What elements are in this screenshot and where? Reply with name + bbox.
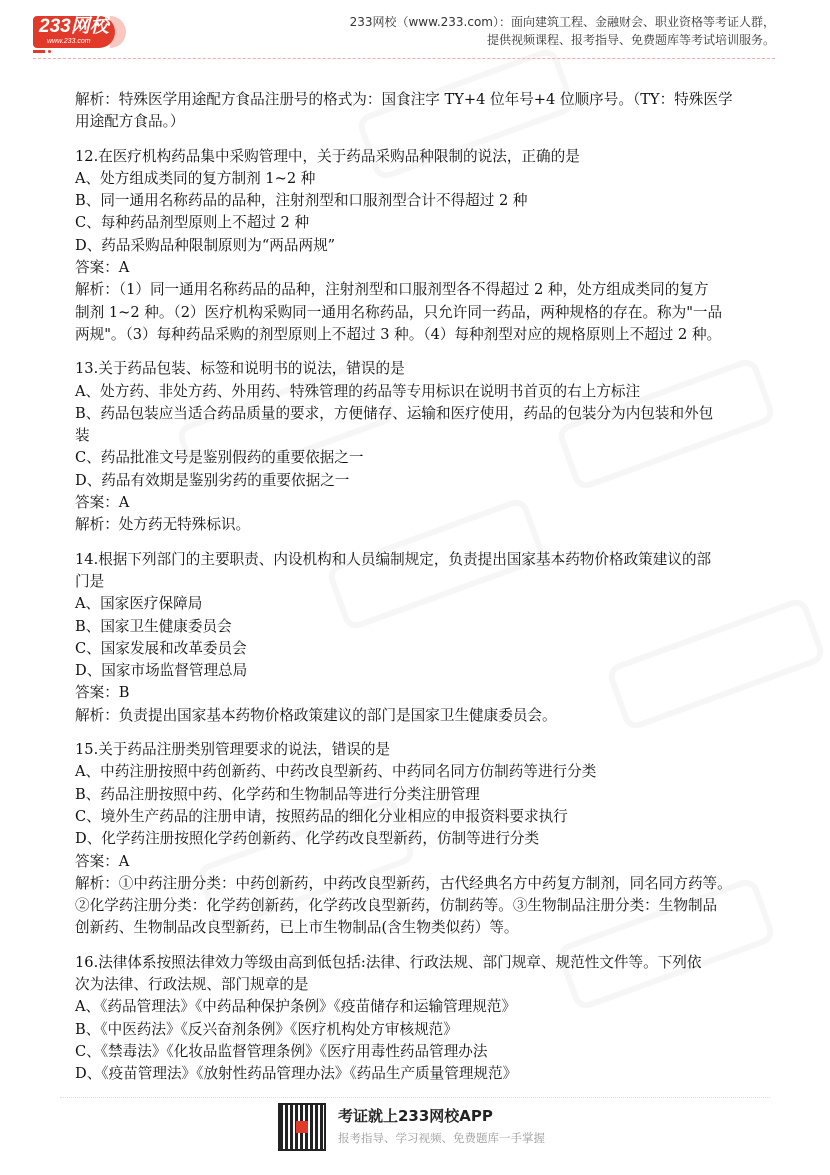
text-line: 13.关于药品包装、标签和说明书的说法，错误的是 xyxy=(75,360,405,378)
text-line: B、国家卫生健康委员会 xyxy=(75,617,232,635)
text-line: 解析：特殊医学用途配方食品注册号的格式为：国食注字 TY+4 位年号+4 位顺序号。（TY：特殊医学 xyxy=(75,91,733,108)
text-line: 解析：（1）同一通用名称药品的品种，注射剂型和口服剂型各不得超过 2 种，处方组成类同的复方 xyxy=(75,281,709,299)
text-line: D、化学药注册按照化学药创新药、化学药改良型新药，仿制等进行分类 xyxy=(75,830,540,848)
question-block xyxy=(75,952,820,1086)
text-line: A、中药注册按照中药创新药、中药改良型新药、中药同名同方仿制药等进行分类 xyxy=(75,763,597,781)
explanation-block xyxy=(75,89,820,134)
text-line: 两规"。（3）每种药品采购的剂型原则上不超过 3 种。（4）每种剂型对应的规格原则上不超过 2 种。 xyxy=(75,325,722,343)
text-line: 解析：负责提出国家基本药物价格政策建议的部门是国家卫生健康委员会。 xyxy=(75,706,557,724)
text-line: 12.在医疗机构药品集中采购管理中，关于药品采购品种限制的说法，正确的是 xyxy=(75,147,580,165)
text-line: 答案：B xyxy=(75,684,130,702)
text-line: 解析：①中药注册分类：中药创新药，中药改良型新药，古代经典名方中药复方制剂，同名同方药等。 xyxy=(75,874,732,892)
text-line: D、国家市场监督管理总局 xyxy=(75,662,248,680)
page-header xyxy=(0,0,830,60)
document-body xyxy=(75,89,820,1097)
footer-subtitle: 报考指导、学习视频、免费题库一手掌握 xyxy=(338,1131,545,1145)
logo-text: 233网校 xyxy=(39,16,109,37)
qr-code xyxy=(280,1105,324,1149)
text-line: C、国家发展和改革委员会 xyxy=(75,639,247,657)
text-line: B、《中医药法》《反兴奋剂条例》《医疗机构处方审核规范》 xyxy=(75,1020,458,1038)
logo xyxy=(33,16,115,48)
text-line: B、药品注册按照中药、化学药和生物制品等进行分类注册管理 xyxy=(75,785,480,803)
text-line: 14.根据下列部门的主要职责、内设机构和人员编制规定，负责提出国家基本药物价格政策建议的部 xyxy=(75,550,712,568)
text-line: 装 xyxy=(75,427,90,445)
logo-dash xyxy=(33,50,45,53)
text-line: 制剂 1~2 种。（2）医疗机构采购同一通用名称药品，只允许同一药品，两种规格的存在。称为"一品 xyxy=(75,303,723,321)
footer-title: 考证就上233网校APP xyxy=(338,1107,493,1125)
text-line: 15.关于药品注册类别管理要求的说法，错误的是 xyxy=(75,741,391,759)
text-line: 解析：处方药无特殊标识。 xyxy=(75,516,251,534)
text-line: 次为法律、行政法规、部门规章的是 xyxy=(75,975,309,993)
text-line: 创新药、生物制品改良型新药，已上市生物制品(含生物类似药）等。 xyxy=(75,919,519,937)
text-line: C、每种药品剂型原则上不超过 2 种 xyxy=(75,214,310,232)
text-line: C、《禁毒法》《化妆品监督管理条例》《医疗用毒性药品管理办法 xyxy=(75,1042,488,1060)
text-line: A、处方组成类同的复方制剂 1~2 种 xyxy=(75,169,316,187)
text-line: A、处方药、非处方药、外用药、特殊管理的药品等专用标识在说明书首页的右上方标注 xyxy=(75,382,641,400)
text-line: B、同一通用名称药品的品种，注射剂型和口服剂型合计不得超过 2 种 xyxy=(75,192,528,210)
text-line: 用途配方食品。） xyxy=(75,113,185,131)
text-line: A、《药品管理法》《中药品种保护条例》《疫苗储存和运输管理规范》 xyxy=(75,998,517,1016)
tagline-line: 233网校（www.233.com）：面向建筑工程、金融财会、职业资格等考证人群， xyxy=(349,15,775,29)
text-line: C、境外生产药品的注册申请，按照药品的细化分业相应的申报资料要求执行 xyxy=(75,807,568,825)
question-block xyxy=(75,549,820,727)
footer-divider xyxy=(60,1097,770,1098)
text-line: 答案：A xyxy=(75,494,130,512)
logo-dot xyxy=(48,50,51,53)
text-line: 16.法律体系按照法律效力等级由高到低包括:法律、行政法规、部门规章、规范性文件等。下列依 xyxy=(75,953,702,971)
header-tagline xyxy=(350,13,775,49)
question-block xyxy=(75,739,820,940)
text-line: D、药品有效期是鉴别劣药的重要依据之一 xyxy=(75,471,350,489)
header-divider xyxy=(33,58,775,59)
tagline-line: 提供视频课程、报考指导、免费题库等考试培训服务。 xyxy=(486,33,775,47)
question-block xyxy=(75,358,820,536)
text-line: A、国家医疗保障局 xyxy=(75,595,203,613)
logo-url: www.233.com xyxy=(47,38,91,45)
text-line: 答案：A xyxy=(75,259,130,277)
text-line: ②化学药注册分类：化学药创新药，化学药改良型新药，仿制药等。③生物制品注册分类：生物制品 xyxy=(75,897,718,915)
text-line: D、《疫苗管理法》《放射性药品管理办法》《药品生产质量管理规范》 xyxy=(75,1065,518,1083)
text-line: D、药品采购品种限制原则为“两品两规” xyxy=(75,236,336,254)
text-line: 门是 xyxy=(75,572,105,590)
question-block xyxy=(75,146,820,347)
text-line: C、药品批准文号是鉴别假药的重要依据之一 xyxy=(75,449,364,467)
text-line: 答案：A xyxy=(75,852,130,870)
text-line: B、药品包装应当适合药品质量的要求，方便储存、运输和医疗使用，药品的包装分为内包装和外包 xyxy=(75,404,714,422)
